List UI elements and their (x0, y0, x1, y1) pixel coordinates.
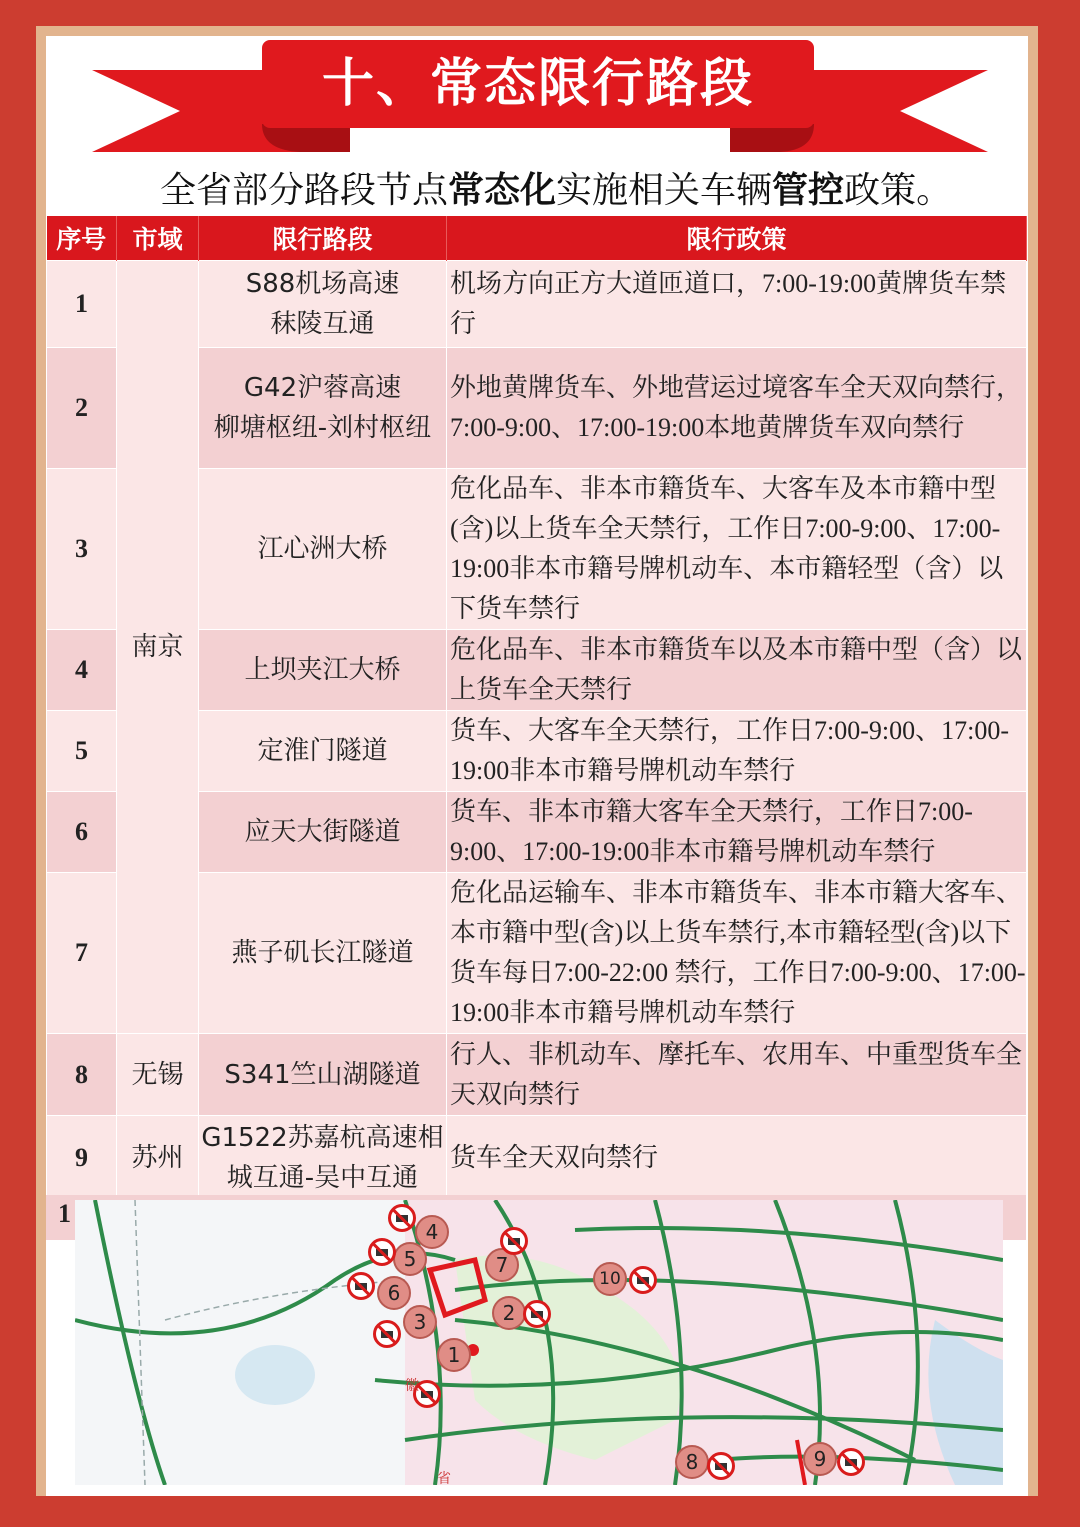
road-cell (199, 348, 447, 469)
road-cell (199, 711, 447, 792)
col-header-city: 市域 (117, 216, 199, 261)
policy-cell: 货车全天双向禁行 (447, 1116, 1027, 1201)
no-truck-icon (629, 1266, 657, 1294)
row-number: 7 (47, 873, 117, 1034)
no-truck-icon (707, 1452, 735, 1480)
map-roads (75, 1200, 1003, 1485)
table-header (47, 216, 1027, 261)
road-line: G1522苏嘉杭高速相 (201, 1123, 444, 1153)
policy-cell: 行人、非机动车、摩托车、农用车、中重型货车全天双向禁行 (447, 1034, 1027, 1116)
policy-cell: 货车、大客车全天禁行，工作日7:00-9:00、17:00-19:00非本市籍号牌机动车禁行 (447, 711, 1027, 792)
map-marker-4: 4 (415, 1215, 449, 1249)
row-number: 5 (47, 711, 117, 792)
road-line: 应天大街隧道 (244, 817, 401, 847)
policy-cell: 危化品运输车、非本市籍货车、非本市籍大客车、本市籍中型(含)以上货车禁行,本市籍轻型(含)以下货车每日7:00-22:00 禁行，工作日7:00-9:00、17:00-19:00非本市籍号牌机动车禁行 (447, 873, 1027, 1034)
subtitle-text: 全省部分路段节点 (160, 170, 449, 211)
row-number: 3 (47, 469, 117, 630)
map-marker-5: 5 (393, 1242, 427, 1276)
row-number: 8 (47, 1034, 117, 1116)
row-number: 6 (47, 792, 117, 873)
col-header-policy: 限行政策 (447, 216, 1027, 261)
road-line: 柳塘枢纽-刘村枢纽 (213, 413, 432, 443)
policy-cell: 危化品车、非本市籍货车以及本市籍中型（含）以上货车全天禁行 (447, 630, 1027, 711)
road-line: S88机场高速 (245, 269, 400, 299)
no-truck-icon (373, 1320, 401, 1348)
city-cell: 苏州 (117, 1116, 199, 1201)
map-label: 省 (437, 1471, 451, 1485)
policy-cell: 货车、非本市籍大客车全天禁行，工作日7:00-9:00、17:00-19:00非本市籍号牌机动车禁行 (447, 792, 1027, 873)
no-truck-icon (837, 1448, 865, 1476)
road-line: 城互通-吴中互通 (226, 1163, 419, 1193)
map-marker-7: 7 (485, 1248, 519, 1282)
road-cell (199, 261, 447, 348)
table-row (47, 1116, 1027, 1201)
road-cell (199, 1034, 447, 1116)
table-row (47, 1034, 1027, 1116)
subtitle-bold: 管控 (772, 170, 845, 211)
policy-cell: 危化品车、非本市籍货车、大客车及本市籍中型(含)以上货车全天禁行，工作日7:00-9:00、17:00-19:00非本市籍号牌机动车、本市籍轻型（含）以下货车禁行 (447, 469, 1027, 630)
no-truck-icon (523, 1300, 551, 1328)
no-truck-icon (388, 1204, 416, 1232)
subtitle-text: 实施相关车辆 (556, 170, 773, 211)
subtitle-bold: 常态化 (448, 170, 557, 211)
col-header-no: 序号 (47, 216, 117, 261)
road-cell (199, 792, 447, 873)
road-cell (199, 469, 447, 630)
road-cell (199, 630, 447, 711)
no-truck-icon (347, 1272, 375, 1300)
restriction-table (46, 216, 1027, 1201)
row-number: 2 (47, 348, 117, 469)
table-row (47, 261, 1027, 348)
road-line: 秣陵互通 (270, 309, 375, 339)
subtitle-text: 政策。 (844, 170, 953, 211)
road-line: S341竺山湖隧道 (224, 1059, 421, 1090)
row-number: 1 (58, 1199, 71, 1228)
road-line: 燕子矶长江隧道 (231, 938, 414, 968)
city-cell: 无锡 (117, 1034, 199, 1116)
route-map (75, 1200, 1003, 1485)
no-truck-icon (368, 1238, 396, 1266)
row-number: 1 (47, 261, 117, 348)
road-line: 上坝夹江大桥 (244, 655, 401, 685)
col-header-road: 限行路段 (199, 216, 447, 261)
road-cell (199, 873, 447, 1034)
map-marker-2: 2 (492, 1296, 526, 1330)
page-title: 十、常态限行路段 (321, 54, 754, 114)
row-number: 4 (47, 630, 117, 711)
no-truck-icon (500, 1227, 528, 1255)
road-line: 定淮门隧道 (257, 736, 388, 766)
map-marker-9: 9 (803, 1442, 837, 1476)
map-marker-10: 10 (593, 1262, 627, 1296)
row-number: 9 (47, 1116, 117, 1201)
map-label: 徽 (405, 1378, 419, 1394)
policy-cell: 外地黄牌货车、外地营运过境客车全天双向禁行，7:00-9:00、17:00-19:00本地黄牌货车双向禁行 (447, 348, 1027, 469)
subtitle (160, 162, 952, 213)
map-marker-3: 3 (403, 1305, 437, 1339)
city-cell: 南京 (117, 261, 199, 1034)
road-line: G42沪蓉高速 (243, 373, 402, 403)
road-line: 江心洲大桥 (257, 534, 388, 564)
policy-cell: 机场方向正方大道匝道口，7:00-19:00黄牌货车禁行 (447, 261, 1027, 348)
map-marker-8: 8 (675, 1445, 709, 1479)
map-marker-6: 6 (377, 1276, 411, 1310)
map-marker-1: 1 (437, 1338, 471, 1372)
road-cell (199, 1116, 447, 1201)
